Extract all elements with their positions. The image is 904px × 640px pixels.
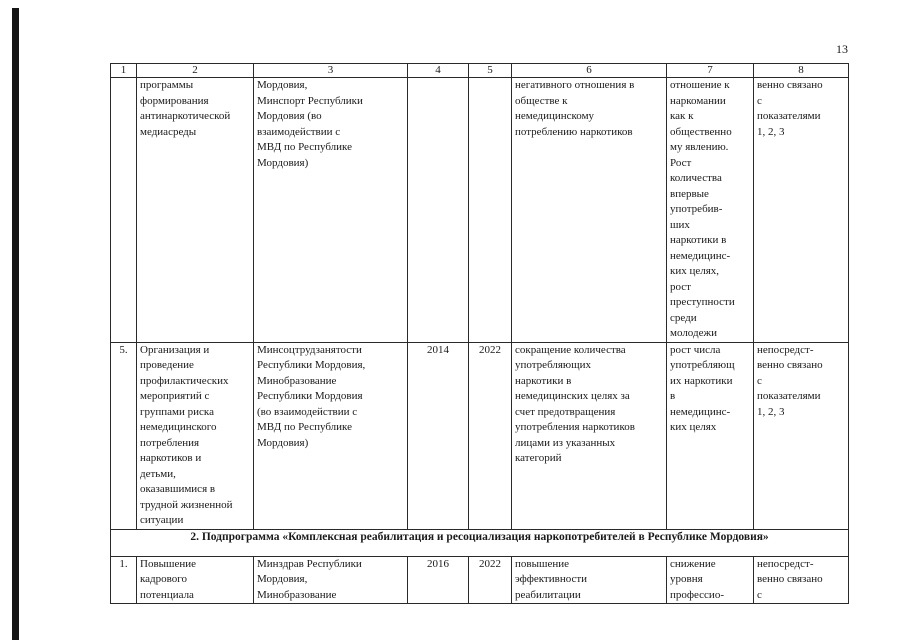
table-row	[111, 78, 849, 343]
end-year: 2022	[469, 342, 512, 529]
consequences: рост числа употребляющ их наркотики в немедицинс- ких целях	[667, 342, 754, 529]
page-number: 13	[836, 42, 848, 56]
end-year	[469, 78, 512, 343]
column-number: 1	[111, 64, 137, 78]
row-number: 5.	[111, 342, 137, 529]
consequences: снижение уровня профессио-	[667, 556, 754, 604]
indicator-link: непосредст- венно связано с	[754, 556, 849, 604]
column-number: 6	[512, 64, 667, 78]
end-year: 2022	[469, 556, 512, 604]
column-number-row	[111, 64, 849, 78]
table-row	[111, 556, 849, 604]
start-year: 2014	[408, 342, 469, 529]
row-number: 1.	[111, 556, 137, 604]
column-number: 2	[137, 64, 254, 78]
measure-name: Повышение кадрового потенциала	[137, 556, 254, 604]
responsible-executors: Минздрав Республики Мордовия, Минобразование	[254, 556, 408, 604]
expected-result: сокращение количества употребляющих наркотики в немедицинских целях за счет предотвращения употребления наркотиков лицами из указанных категорий	[512, 342, 667, 529]
column-number: 3	[254, 64, 408, 78]
row-number	[111, 78, 137, 343]
consequences: отношение к наркомании как к общественно му явлению. Рост количества впервые употребив- ших наркотики в немедицинс- ких целях, рост преступности среди молодежи	[667, 78, 754, 343]
responsible-executors: Минсоцтрудзанятости Республики Мордовия, Минобразование Республики Мордовия (во взаимодействии с МВД по Республике Мордовия)	[254, 342, 408, 529]
responsible-executors: Мордовия, Минспорт Республики Мордовия (во взаимодействии с МВД по Республике Мордовия)	[254, 78, 408, 343]
table-row	[111, 342, 849, 529]
measure-name: Организация и проведение профилактических мероприятий с группами риска немедицинского потребления наркотиков и детьми, оказавшимися в трудной жизненной ситуации	[137, 342, 254, 529]
indicator-link: венно связано с показателями 1, 2, 3	[754, 78, 849, 343]
expected-result: негативного отношения в обществе к немедицинскому потреблению наркотиков	[512, 78, 667, 343]
scan-edge	[12, 8, 19, 640]
start-year: 2016	[408, 556, 469, 604]
indicator-link: непосредст- венно связано с показателями 1, 2, 3	[754, 342, 849, 529]
subprogram-title: 2. Подпрограмма «Комплексная реабилитация и ресоциализация наркопотребителей в Республике Мордовия»	[111, 529, 849, 556]
expected-result: повышение эффективности реабилитации	[512, 556, 667, 604]
measure-name: программы формирования антинаркотической медиасреды	[137, 78, 254, 343]
column-number: 4	[408, 64, 469, 78]
start-year	[408, 78, 469, 343]
column-number: 5	[469, 64, 512, 78]
column-number: 8	[754, 64, 849, 78]
program-table	[110, 63, 849, 604]
column-number: 7	[667, 64, 754, 78]
section-row	[111, 529, 849, 556]
